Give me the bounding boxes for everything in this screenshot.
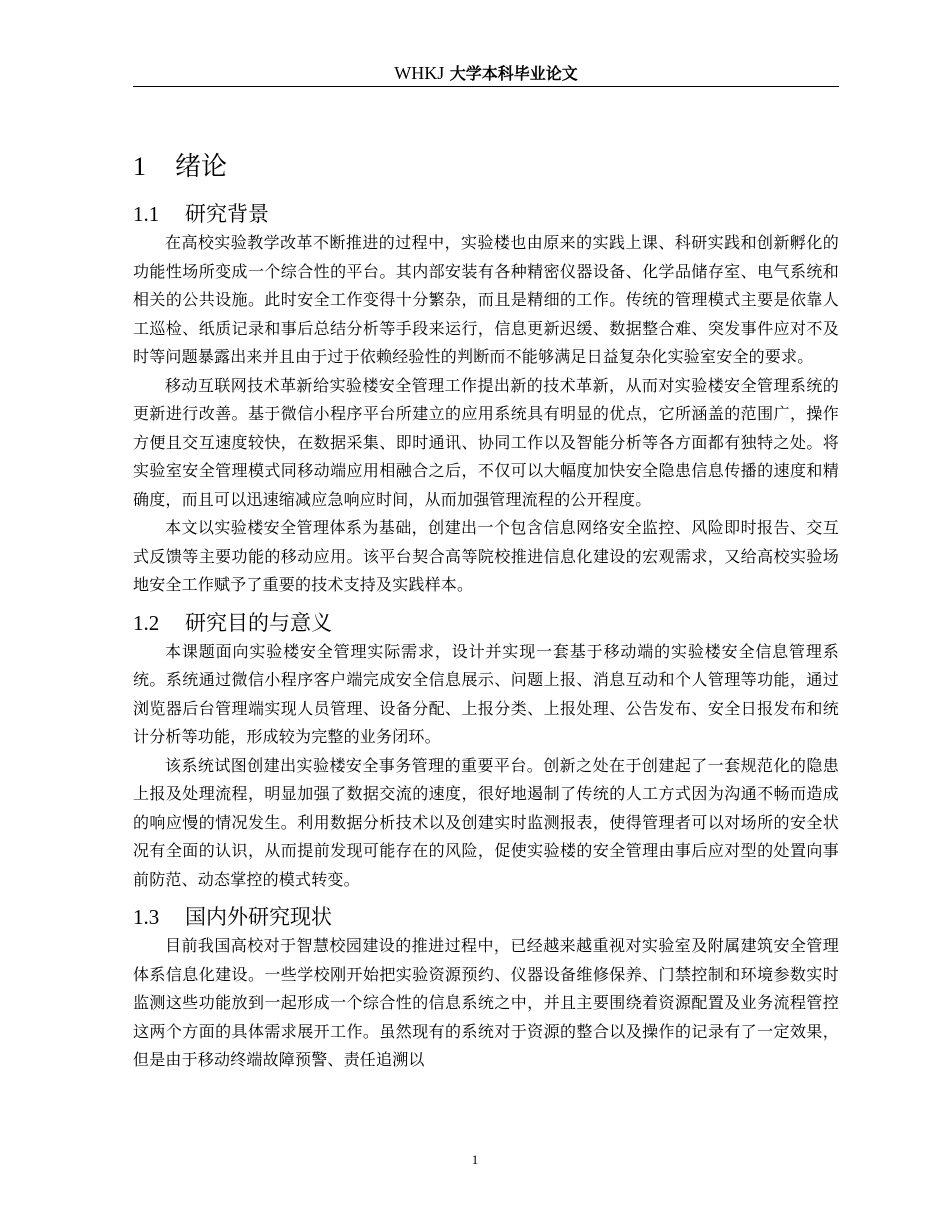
page-number: 1 bbox=[471, 1152, 479, 1167]
chapter-heading bbox=[133, 145, 839, 189]
section-heading-1-2 bbox=[133, 608, 839, 638]
section-title: 研究目的与意义 bbox=[185, 610, 332, 635]
paragraph: 目前我国高校对于智慧校园建设的推进过程中，已经越来越重视对实验室及附属建筑安全管理体系信息化建设。一些学校刚开始把实验资源预约、仪器设备维修保养、门禁控制和环境参数实时监测这些功能放到一起形成一个综合性的信息系统之中，并且主要围绕着资源配置及业务流程管控这两个方面的具体需求展开工作。虽然现有的系统对于资源的整合以及操作的记录有了一定效果，但是由于移动终端故障预警、责任追溯以 bbox=[133, 936, 839, 1069]
section-number: 1.3 bbox=[133, 905, 160, 929]
header-title-en: WHKJ bbox=[394, 63, 445, 83]
section-title: 国内外研究现状 bbox=[185, 905, 332, 929]
section-title: 研究背景 bbox=[185, 202, 269, 226]
chapter-title: 绪论 bbox=[175, 152, 228, 182]
paragraph: 该系统试图创建出实验楼安全事务管理的重要平台。创新之处在于创建起了一套规范化的隐患上报及处理流程，明显加强了数据交流的速度，很好地遏制了传统的人工方式因为沟通不畅而造成的响应慢的情况发生。利用数据分析技术以及创建实时监测报表，使得管理者可以对场所的安全状况有全面的认识，从而提前发现可能存在的风险，促使实验楼的安全管理由事后应对型的处置向事前防范、动态掌控的模式转变。 bbox=[133, 755, 839, 889]
header-title-cn: 大学本科毕业论文 bbox=[449, 64, 578, 83]
section-number: 1.1 bbox=[133, 202, 160, 226]
running-header bbox=[133, 60, 839, 87]
section-heading-1-1 bbox=[133, 199, 839, 229]
section-heading-1-3 bbox=[133, 902, 839, 932]
paragraph: 移动互联网技术革新给实验楼安全管理工作提出新的技术革新，从而对实验楼安全管理系统的更新进行改善。基于微信小程序平台所建立的应用系统具有明显的优点，它所涵盖的范围广，操作方便且交互速度较快，在数据采集、即时通讯、协同工作以及智能分析等各方面都有独特之处。将实验室安全管理模式同移动端应用相融合之后，不仅可以大幅度加快安全隐患信息传播的速度和精确度，而且可以迅速缩减应急响应时间，从而加强管理流程的公开程度。 bbox=[133, 375, 839, 509]
paragraph: 本文以实验楼安全管理体系为基础，创建出一个包含信息网络安全监控、风险即时报告、交互式反馈等主要功能的移动应用。该平台契合高等院校推进信息化建设的宏观需求，又给高校实验场地安全工作赋予了重要的技术支持及实践样本。 bbox=[133, 518, 839, 594]
paragraph: 本课题面向实验楼安全管理实际需求，设计并实现一套基于移动端的实验楼安全信息管理系统。系统通过微信小程序客户端完成安全信息展示、问题上报、消息互动和个人管理等功能，通过浏览器后台管理端实现人员管理、设备分配、上报分类、上报处理、公告发布、安全日报发布和统计分析等功能，形成较为完整的业务闭环。 bbox=[133, 641, 839, 746]
section-number: 1.2 bbox=[133, 610, 160, 635]
paragraph: 在高校实验教学改革不断推进的过程中，实验楼也由原来的实践上课、科研实践和创新孵化的功能性场所变成一个综合性的平台。其内部安装有各种精密仪器设备、化学品储存室、电气系统和相关的公共设施。此时安全工作变得十分繁杂，而且是精细的工作。传统的管理模式主要是依靠人工巡检、纸质记录和事后总结分析等手段来运行，信息更新迟缓、数据整合难、突发事件应对不及时等问题暴露出来并且由于过于依赖经验性的判断而不能够满足日益复杂化实验室安全的要求。 bbox=[133, 233, 839, 366]
chapter-number: 1 bbox=[133, 152, 146, 181]
page-body bbox=[133, 145, 839, 1075]
